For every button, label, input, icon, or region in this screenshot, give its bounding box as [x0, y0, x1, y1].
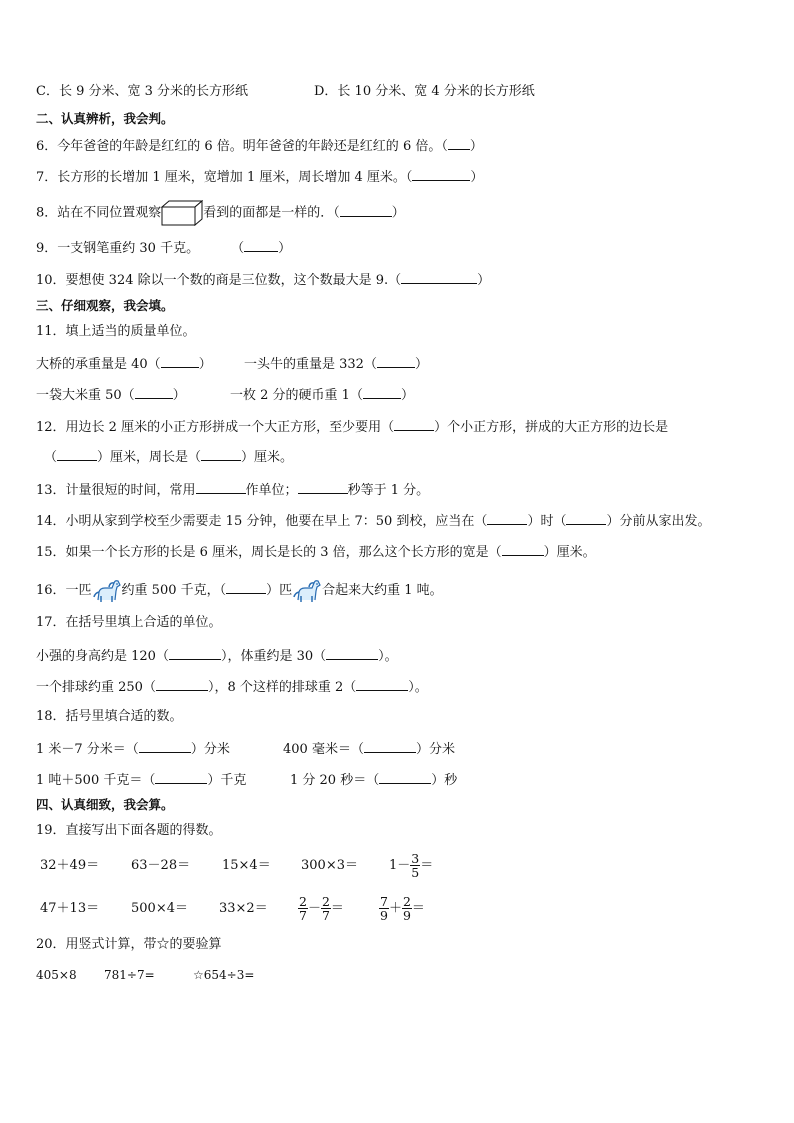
calc-6: 47＋13＝ — [40, 901, 100, 916]
answer-blank[interactable] — [244, 239, 278, 252]
question-17-title: 17．在括号里填上合适的单位。 — [36, 615, 222, 630]
answer-blank[interactable] — [448, 137, 470, 150]
question-19-title: 19．直接写出下面各题的得数。 — [36, 823, 222, 838]
question-18-d: 1 分 20 秒＝（ ）秒 — [290, 773, 458, 788]
calc-1: 32＋49＝ — [40, 858, 100, 873]
question-15: 15．如果一个长方形的长是 6 厘米，周长是长的 3 倍，那么这个长方形的宽是（ ）厘米。 — [36, 545, 596, 560]
answer-blank[interactable] — [412, 168, 470, 181]
answer-blank[interactable] — [57, 448, 97, 461]
question-11-title: 11．填上适当的质量单位。 — [36, 324, 196, 339]
question-17-line2: 一个排球约重 250（ ），8 个这样的排球重 2（ ）。 — [36, 680, 428, 695]
question-6: 6．今年爸爸的年龄是红红的 6 倍。明年爸爸的年龄还是红红的 6 倍。（ ） — [36, 139, 483, 154]
answer-blank[interactable] — [298, 481, 348, 494]
calc-7: 500×4＝ — [131, 901, 188, 916]
answer-blank[interactable] — [356, 678, 408, 691]
answer-blank[interactable] — [155, 771, 207, 784]
answer-blank[interactable] — [502, 543, 544, 556]
vertical-calc-3: ☆654÷3= — [193, 968, 255, 982]
calc-9: $\frac{2}{7}$ － $\frac{2}{7}$ ＝ — [299, 894, 344, 923]
fraction: $\frac{3}{5}$ — [411, 851, 420, 880]
fraction: $\frac{7}{9}$ — [380, 894, 388, 923]
calc-5: 1－ $\frac{3}{5}$ ＝ — [389, 851, 434, 880]
answer-blank[interactable] — [394, 418, 434, 431]
answer-blank[interactable] — [377, 355, 415, 368]
vertical-calc-2: 781÷7= — [104, 968, 155, 982]
question-18-c: 1 吨＋500 千克＝（ ）千克 — [36, 773, 247, 788]
fraction: $\frac{2}{9}$ — [402, 894, 411, 923]
q5-option-d: D．长 10 分米、宽 4 分米的长方形纸 — [314, 84, 535, 99]
calc-4: 300×3＝ — [301, 858, 358, 873]
question-14: 14．小明从家到学校至少需要走 15 分钟，他要在早上 7：50 到校，应当在（ ）时（ ）分前从家出发。 — [36, 514, 711, 529]
question-8: 8．站在不同位置观察 看到的面都是一样的．（ ） — [36, 200, 405, 226]
calc-3: 15×4＝ — [222, 858, 271, 873]
question-13: 13．计量很短的时间，常用 作单位； 秒等于 1 分。 — [36, 483, 430, 498]
answer-blank[interactable] — [364, 740, 416, 753]
question-16: 16．一匹 约重 500 千克，（ ）匹 合起来大约重 1 吨。 — [36, 577, 443, 605]
question-18-a: 1 米－7 分米＝（ ）分米 — [36, 742, 230, 757]
question-17-line1: 小强的身高约是 120（ ），体重约是 30（ ）。 — [36, 649, 398, 664]
horse-icon — [92, 578, 122, 604]
question-18-title: 18．括号里填合适的数。 — [36, 709, 183, 724]
answer-blank[interactable] — [135, 386, 173, 399]
q5-option-c: C．长 9 分米、宽 3 分米的长方形纸 — [36, 84, 249, 99]
question-11-c: 一袋大米重 50（ ） — [36, 388, 186, 403]
question-20-title: 20．用竖式计算，带☆的要验算 — [36, 937, 222, 952]
vertical-calc-1: 405×8 — [36, 968, 77, 982]
calc-2: 63－28＝ — [131, 858, 191, 873]
cuboid-figure — [161, 200, 203, 226]
calc-8: 33×2＝ — [219, 901, 268, 916]
section-3-heading: 三、仔细观察，我会填。 — [36, 298, 174, 313]
fraction: $\frac{2}{7}$ — [299, 894, 307, 923]
answer-blank[interactable] — [326, 647, 378, 660]
section-2-heading: 二、认真辨析，我会判。 — [36, 111, 174, 126]
question-18-b: 400 毫米＝（ ）分米 — [283, 742, 455, 757]
horse-icon — [292, 578, 322, 604]
answer-blank[interactable] — [487, 512, 527, 525]
calc-10: $\frac{7}{9}$ ＋ $\frac{2}{9}$ ＝ — [380, 894, 425, 923]
answer-blank[interactable] — [139, 740, 191, 753]
question-10: 10．要想使 324 除以一个数的商是三位数，这个数最大是 9.（ ） — [36, 273, 491, 288]
question-11-b: 一头牛的重量是 332（ ） — [244, 357, 428, 372]
answer-blank[interactable] — [196, 481, 246, 494]
question-12-line1: 12．用边长 2 厘米的小正方形拼成一个大正方形，至少要用（ ）个小正方形，拼成的大正方形的边长是 — [36, 420, 669, 435]
answer-blank[interactable] — [401, 271, 477, 284]
answer-blank[interactable] — [340, 204, 392, 217]
question-7: 7．长方形的长增加 1 厘米，宽增加 1 厘米，周长增加 4 厘米。（ ） — [36, 170, 484, 185]
question-11-d: 一枚 2 分的硬币重 1（ ） — [230, 388, 414, 403]
answer-blank[interactable] — [201, 448, 241, 461]
answer-blank[interactable] — [363, 386, 401, 399]
answer-blank[interactable] — [169, 647, 221, 660]
question-9: 9．一支钢笔重约 30 千克。 （ ） — [36, 241, 292, 256]
answer-blank[interactable] — [226, 581, 266, 594]
answer-blank[interactable] — [156, 678, 208, 691]
fraction: $\frac{2}{7}$ — [321, 894, 330, 923]
question-11-a: 大桥的承重量是 40（ ） — [36, 357, 212, 372]
question-12-line2: （ ）厘米，周长是（ ）厘米。 — [44, 450, 294, 465]
section-4-heading: 四、认真细致，我会算。 — [36, 797, 174, 812]
answer-blank[interactable] — [379, 771, 431, 784]
answer-blank[interactable] — [161, 355, 199, 368]
answer-blank[interactable] — [566, 512, 606, 525]
